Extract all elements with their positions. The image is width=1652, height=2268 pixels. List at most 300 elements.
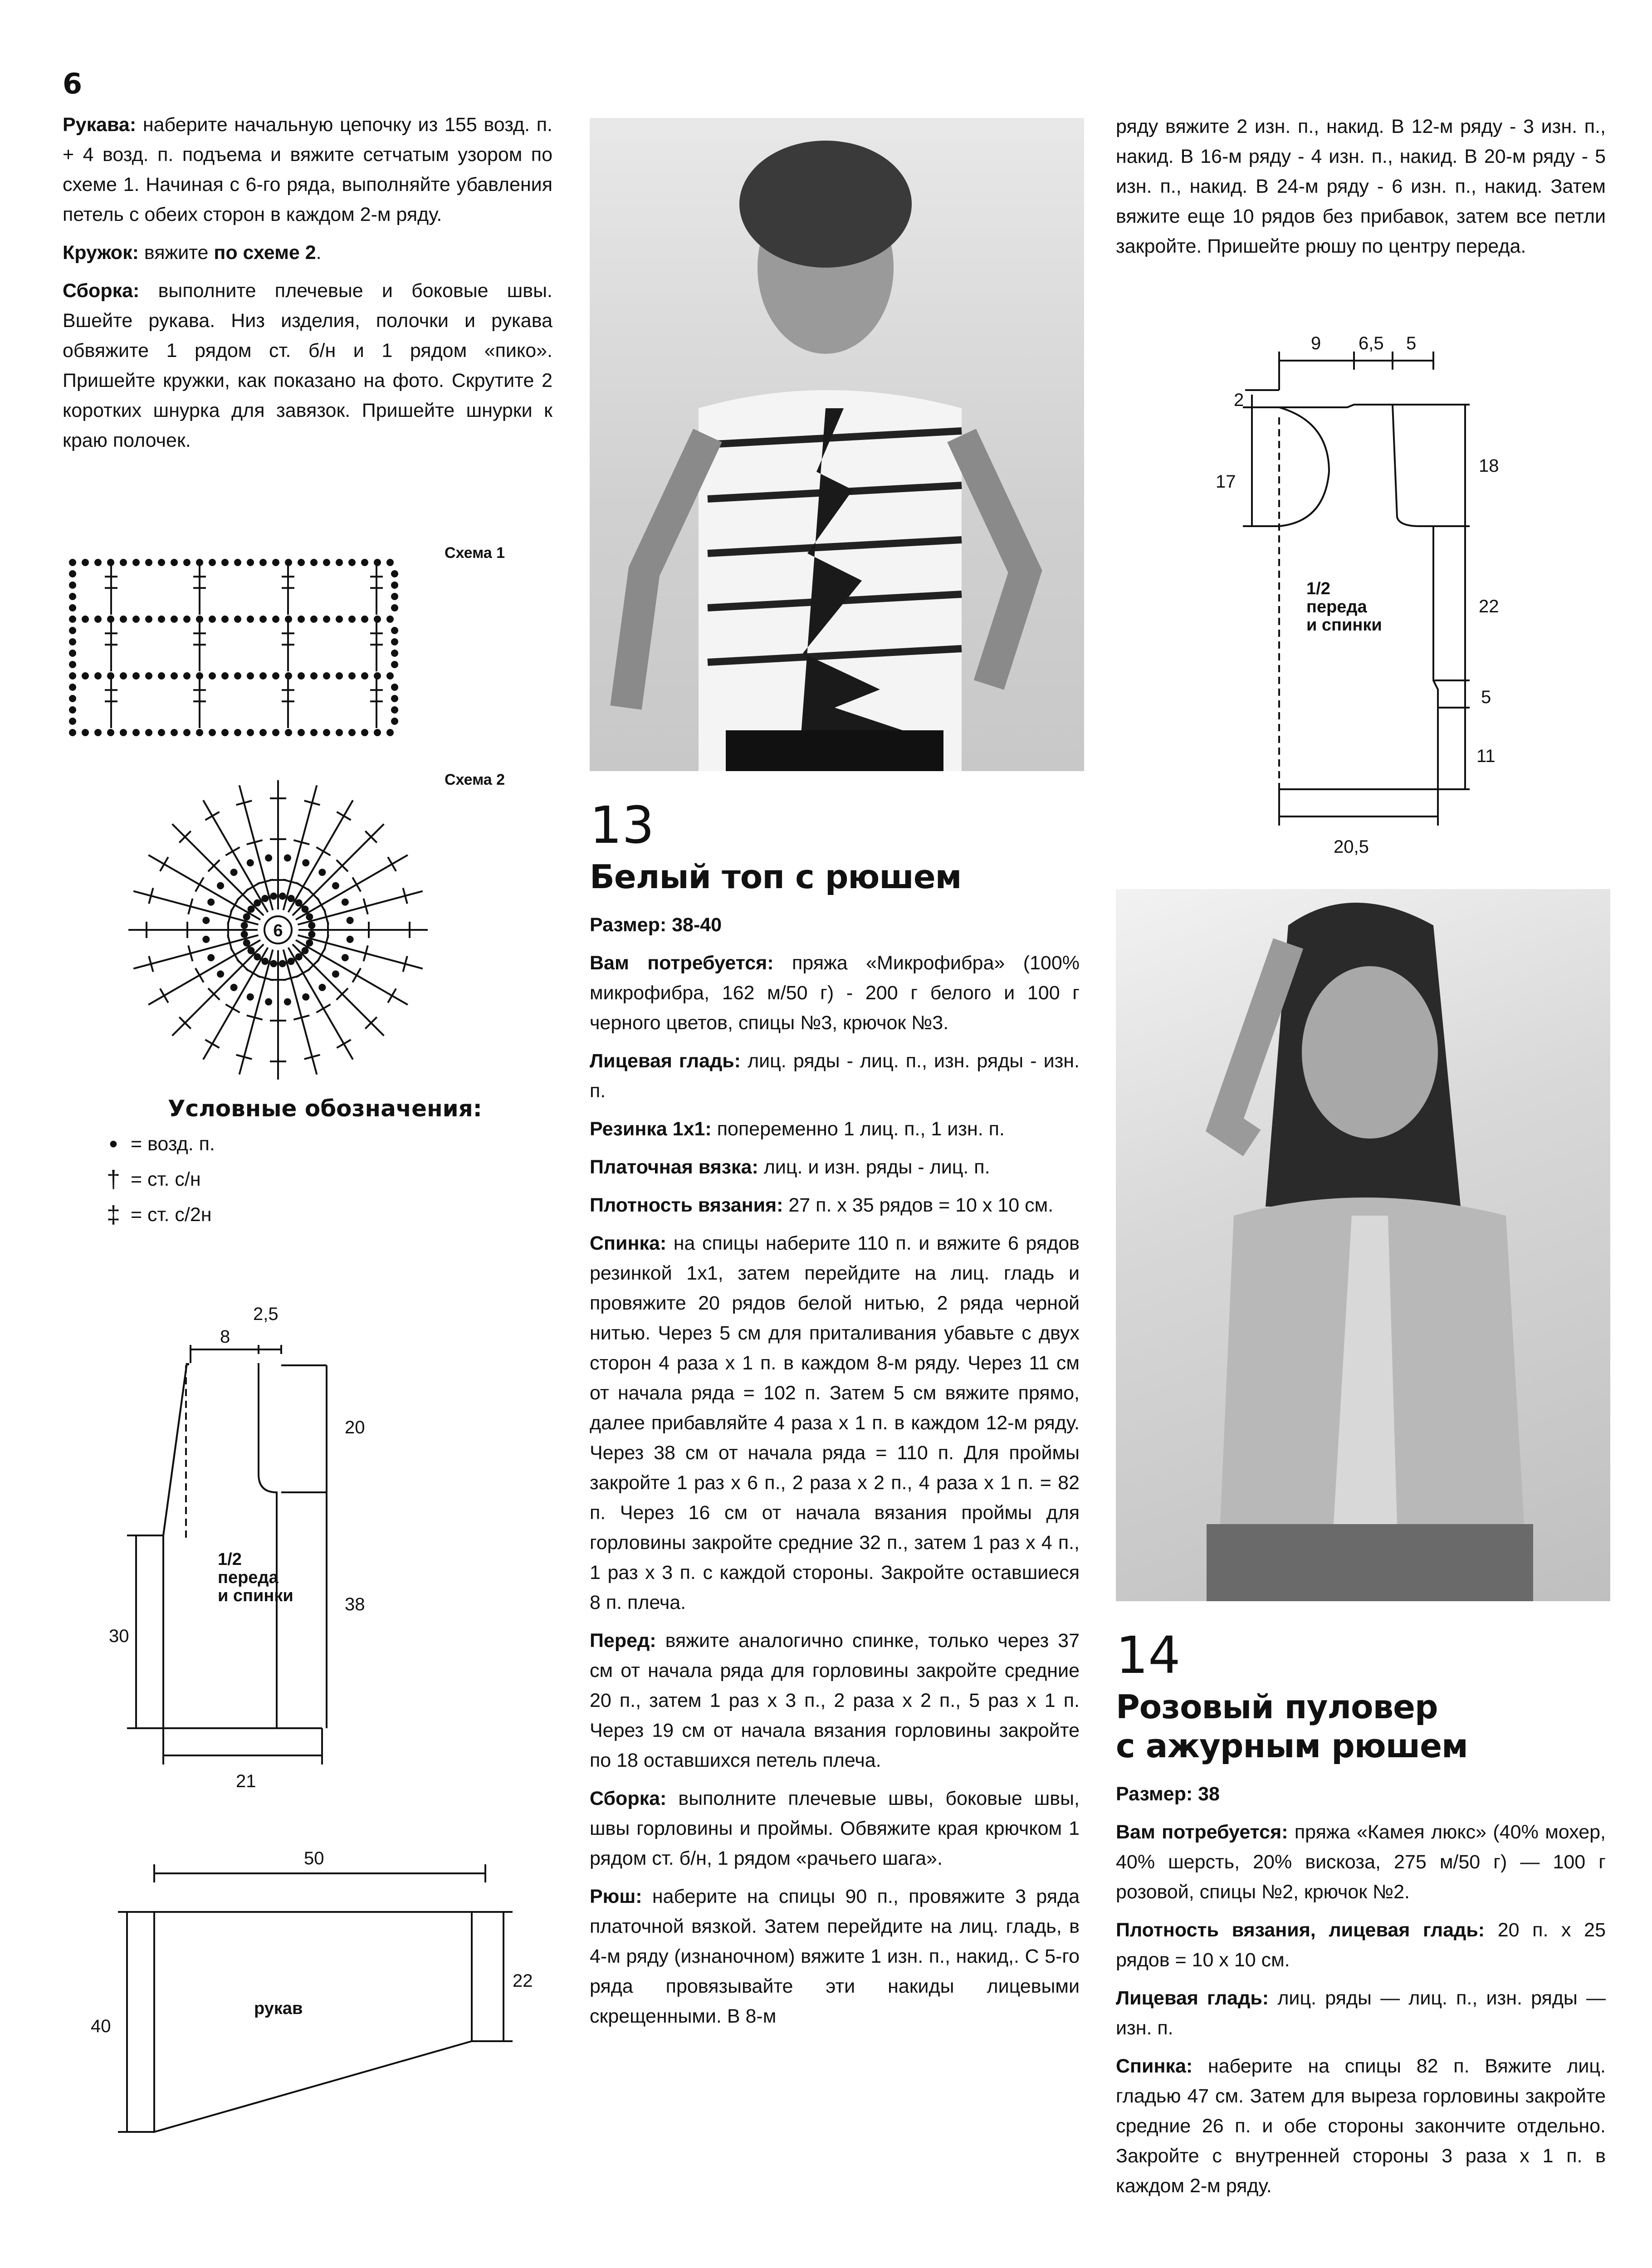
chain-dot: [311, 673, 317, 679]
chain-dot: [392, 594, 397, 599]
paragraph-label: Кружок:: [63, 242, 139, 264]
paragraph-text: 27 п. х 35 рядов = 10 х 10 см.: [783, 1194, 1054, 1216]
chain-dot: [70, 582, 75, 588]
motif-dot: [319, 870, 325, 875]
motif-dot: [203, 918, 209, 923]
motif-bar: [352, 877, 361, 891]
motif-dot: [303, 860, 308, 865]
motif-spoke: [293, 824, 384, 916]
chain-dot: [121, 730, 126, 735]
chain-dot: [375, 730, 380, 735]
paragraph-label: Сборка:: [590, 1788, 667, 1809]
single-crochet-icon: †: [106, 1166, 121, 1193]
right-label-3: и спинки: [1306, 616, 1382, 635]
chain-dot: [298, 616, 304, 622]
scheme-1-diagram: [64, 535, 544, 744]
paragraph: [590, 1114, 1080, 1144]
paragraph-label: Размер:: [1116, 1783, 1193, 1805]
motif-spoke: [172, 944, 264, 1036]
motif-spoke: [293, 944, 384, 1036]
motif-bar: [337, 1040, 351, 1048]
chain-dot: [70, 662, 75, 667]
chain-dot: [70, 707, 75, 713]
motif-center-number: 6: [273, 921, 283, 940]
paragraph-label: Лицевая гладь:: [590, 1050, 741, 1072]
chain-dot: [121, 616, 126, 622]
motif-dot: [333, 971, 338, 977]
dot-icon: •: [109, 1130, 118, 1158]
sleeve-dim-top: 50: [304, 1848, 324, 1868]
motif-bar: [388, 857, 396, 871]
paragraph: [1116, 2051, 1606, 2201]
chain-dot: [184, 730, 190, 735]
motif-dot: [218, 971, 223, 977]
paragraph-label: Размер:: [590, 914, 667, 936]
paragraph-label: Плотность вязания, лицевая гладь:: [1116, 1919, 1485, 1941]
motif-dot: [347, 937, 353, 942]
motif-dot: [266, 999, 271, 1005]
motif-dot: [218, 883, 223, 889]
motif-dot: [266, 855, 271, 860]
right-dim-2: 2: [1234, 390, 1244, 410]
paragraph: [63, 238, 552, 268]
chain-dot: [95, 560, 101, 565]
photo-illustration-2: [1116, 889, 1610, 1601]
motif-dot: [248, 994, 253, 1000]
item-14-title: [1116, 1687, 1606, 1765]
paragraph-text: вяжите аналогично спинке, только через 37 см от начала ряда для горловины закройте средние 20 п., затем 1 раз х 3 п., 2 раза х 2 п., 5 раз х 1 п. Через 19 см от начала вязания горловины закройте по 18 оставшихся петель плеча.: [590, 1630, 1080, 1771]
chain-dot: [392, 662, 397, 667]
chain-dot: [210, 730, 215, 735]
motif-dot: [296, 900, 302, 905]
motif-dot: [342, 899, 348, 905]
right-dim-17: 17: [1216, 472, 1236, 492]
chain-dot: [235, 560, 240, 565]
paragraph-text: вяжите: [138, 242, 214, 264]
legend-title: Условные обозначения:: [168, 1095, 482, 1122]
chain-dot: [70, 684, 75, 690]
item-14-title-line-2: с ажурным рюшем: [1116, 1727, 1468, 1765]
paragraph: [590, 1190, 1080, 1220]
chain-dot: [121, 673, 126, 679]
middle-text: [590, 910, 1080, 2031]
motif-bar: [316, 1004, 330, 1012]
chain-dot: [95, 673, 101, 679]
chain-dot: [392, 628, 397, 633]
paragraph-bold-tail: по схеме 2: [214, 242, 316, 264]
chain-dot: [260, 560, 266, 565]
motif-dot: [244, 940, 249, 946]
chain-dot: [159, 730, 164, 735]
motif-dot: [271, 894, 276, 899]
body-label-2: переда: [218, 1568, 279, 1587]
paragraph-label: Спинка:: [1116, 2055, 1193, 2077]
motif-dot: [309, 932, 314, 937]
right-dim-5: 5: [1481, 687, 1491, 707]
motif-dot: [242, 932, 247, 937]
right-text: [1116, 1779, 1606, 2201]
right-column-top: [1116, 112, 1606, 269]
motif-bar: [316, 847, 330, 855]
motif-dot: [262, 958, 268, 964]
item-13-title: Белый топ с рюшем: [590, 858, 962, 896]
chain-dot: [70, 639, 75, 645]
chain-dot: [392, 650, 397, 656]
chain-dot: [392, 707, 397, 713]
chain-dot: [235, 616, 240, 622]
motif-spoke: [172, 824, 264, 916]
chain-dot: [159, 673, 164, 679]
motif-dot: [244, 914, 249, 919]
chain-dot: [298, 560, 304, 565]
chain-dot: [260, 616, 266, 622]
motif-dot: [242, 923, 247, 928]
chain-dot: [324, 730, 329, 735]
right-column-bottom: [1116, 1628, 1606, 2209]
chain-dot: [392, 684, 397, 690]
chain-dot: [70, 560, 75, 565]
chain-dot: [362, 560, 367, 565]
chain-dot: [83, 616, 88, 622]
chain-dot: [70, 673, 75, 679]
chain-dot: [210, 616, 215, 622]
motif-dot: [285, 999, 290, 1005]
legend-text: = ст. с/2н: [131, 1204, 212, 1226]
paragraph-text: выполните плечевые швы, боковые швы, швы горловины и проймы. Обвяжите края крючком 1 рядом ст. б/н, 1 рядом «рачьего шага».: [590, 1788, 1080, 1869]
chain-dot: [70, 719, 75, 724]
chain-dot: [311, 616, 317, 622]
chain-dot: [133, 673, 139, 679]
paragraph-label: Лицевая гладь:: [1116, 1987, 1269, 2009]
right-pattern-diagram: [1197, 327, 1542, 871]
paragraph-text: лиц. ряды - лиц. п., изн. ряды - изн. п.: [590, 1050, 1080, 1102]
chain-dot: [70, 696, 75, 701]
legend-text: = возд. п.: [131, 1133, 215, 1155]
paragraph-text: на спицы наберите 110 п. и вяжите 6 рядов резинкой 1х1, затем перейдите на лиц. гладь и провяжите 20 рядов белой нитью, 2 ряда черной нитью. Через 5 см для приталивания убавьте с двух сторон 4 раза х 1 п. в каждом 8-м ряду. Через 11 см от начала ряда = 102 п. Затем 5 см вяжите прямо, далее прибавляйте 4 раза х 1 п. в каждом 12-м ряду. Через 38 см от начала ряда = 110 п. Для проймы закройте 1 раз х 6 п., 2 раза х 2 п., 4 раза х 1 п. = 82 п. Через 16 см от начала вязания проймы для горловины закройте средние 32 п., затем 1 раз х 4 п., 1 раз х 3 п. с каждой стороны. Закройте оставшиеся 8 п. плеча.: [590, 1232, 1080, 1613]
chain-dot: [171, 560, 177, 565]
chain-dot: [349, 730, 355, 735]
chain-dot: [298, 673, 304, 679]
motif-dot: [271, 961, 276, 966]
paragraph: [590, 1046, 1080, 1106]
motif-dot: [208, 955, 214, 960]
paragraph: [1116, 1779, 1606, 1809]
paragraph-label: Плотность вязания:: [590, 1194, 783, 1216]
paragraph-tail: .: [316, 242, 322, 264]
chain-dot: [146, 673, 152, 679]
motif-bar: [196, 968, 204, 982]
body-pattern-diagram: [109, 1270, 426, 1796]
chain-dot: [159, 616, 164, 622]
motif-dot: [248, 906, 254, 912]
chain-dot: [70, 605, 75, 611]
chain-dot: [222, 616, 228, 622]
chain-dot: [392, 639, 397, 645]
sleeve-dim-right: 22: [513, 1971, 533, 1991]
chain-dot: [146, 730, 152, 735]
chain-dot: [70, 650, 75, 656]
scheme-1-label: Схема 1: [445, 544, 505, 562]
chain-dot: [184, 616, 190, 622]
motif-dot: [254, 900, 260, 905]
motif-bar: [388, 988, 396, 1002]
chain-dot: [210, 560, 215, 565]
chain-dot: [387, 560, 393, 565]
continuation-text: ряду вяжите 2 изн. п., накид. В 12-м ряду - 3 изн. п., накид. В 16-м ряду - 4 изн. п., накид. В 20-м ряду - 5 изн. п., накид. В 24-м ряду - 6 изн. п., накид. Затем вяжите еще 10 рядов без прибавок, затем все петли закройте. Пришейте рюшу по центру переда.: [1116, 116, 1606, 257]
dim-top-a: 8: [220, 1327, 230, 1347]
chain-dot: [311, 560, 317, 565]
chain-dot: [133, 730, 139, 735]
chain-dot: [95, 616, 101, 622]
chain-dot: [70, 616, 75, 622]
chain-dot: [235, 673, 240, 679]
chain-dot: [286, 730, 291, 735]
chain-dot: [70, 594, 75, 599]
paragraph-text: 38-40: [666, 914, 722, 936]
chain-dot: [260, 673, 266, 679]
chain-dot: [349, 673, 355, 679]
motif-dot: [285, 855, 290, 860]
chain-dot: [95, 730, 101, 735]
motif-dot: [333, 883, 338, 889]
motif-bar: [352, 968, 361, 982]
chain-dot: [146, 560, 152, 565]
motif-dot: [231, 985, 237, 990]
chain-dot: [83, 560, 88, 565]
paragraph: [590, 1228, 1080, 1618]
chain-dot: [171, 673, 177, 679]
chain-dot: [392, 719, 397, 724]
motif-dot: [231, 870, 237, 875]
photo-illustration: [590, 118, 1084, 771]
chain-dot: [222, 560, 228, 565]
chain-dot: [184, 673, 190, 679]
sleeve-dim-left: 40: [91, 2016, 111, 2036]
motif-dot: [303, 994, 308, 1000]
motif-dot: [342, 955, 348, 960]
scheme-2-label: Схема 2: [445, 771, 505, 788]
chain-dot: [387, 616, 393, 622]
legend-item: [104, 1162, 544, 1197]
motif-dot: [203, 937, 209, 942]
chain-dot: [362, 673, 367, 679]
chain-dot: [298, 730, 304, 735]
chain-dot: [83, 673, 88, 679]
chain-dot: [387, 673, 393, 679]
dim-left: 30: [109, 1626, 129, 1646]
right-dim-bottom: 20,5: [1334, 837, 1369, 857]
motif-bar: [196, 877, 204, 891]
motif-dot: [309, 923, 314, 928]
motif-dot: [303, 948, 308, 953]
left-column: [63, 68, 552, 464]
chain-dot: [392, 605, 397, 611]
chain-dot: [222, 673, 228, 679]
item-13-number: 13: [590, 796, 655, 855]
paragraph-text: попеременно 1 лиц. п., 1 изн. п.: [711, 1118, 1005, 1140]
chain-dot: [324, 560, 329, 565]
paragraph-text: выполните плечевые и боковые швы. Вшейте рукава. Низ изделия, полочки и рукава обвяжите 1 рядом ст. б/н и 1 рядом «пико». Пришейте кружки, как показано на фото. Скрутите 2 коротких шнурка для завязок. Пришейте шнурки к краю полочек.: [63, 280, 552, 451]
chain-dot: [337, 616, 342, 622]
chain-dot: [392, 696, 397, 701]
dim-bottom: 21: [236, 1771, 256, 1791]
paragraph: [63, 110, 552, 230]
paragraph: [590, 1784, 1080, 1873]
paragraph-label: Спинка:: [590, 1232, 667, 1254]
right-dim-a: 9: [1311, 333, 1321, 353]
chain-dot: [362, 616, 367, 622]
motif-bar: [337, 812, 351, 820]
paragraph: [590, 1626, 1080, 1775]
paragraph-label: Вам потребуется:: [1116, 1821, 1288, 1843]
chain-dot: [392, 571, 397, 577]
double-crochet-icon: ‡: [106, 1201, 121, 1228]
motif-dot: [262, 896, 268, 901]
chain-dot: [337, 560, 342, 565]
page-number: 6: [63, 67, 83, 100]
paragraph-label: Сборка:: [63, 280, 140, 302]
sleeve-label: рукав: [254, 1999, 303, 2018]
chain-dot: [146, 616, 152, 622]
dim-armhole: 20: [345, 1418, 365, 1437]
paragraph-text: 38: [1193, 1783, 1220, 1805]
left-text: [63, 110, 552, 455]
motif-dot: [303, 906, 308, 912]
motif-bar: [205, 1040, 219, 1048]
chain-dot: [260, 730, 266, 735]
paragraph-text: наберите на спицы 82 п. Вяжите лиц. гладью 47 см. Затем для выреза горловины закройте средние 26 п. и обе стороны закончите отдельно. Закройте с внутренней стороны 3 раза х 1 п. в каждом 2-м ряду.: [1116, 2055, 1606, 2197]
chain-dot: [273, 673, 279, 679]
paragraph-label: Вам потребуется:: [590, 952, 774, 974]
motif-dot: [288, 958, 294, 964]
body-label-1: 1/2: [218, 1550, 242, 1569]
chain-dot: [273, 730, 279, 735]
chain-dot: [121, 560, 126, 565]
paragraph-label: Рукава:: [63, 114, 137, 136]
chain-dot: [184, 560, 190, 565]
legend-item: [104, 1197, 544, 1232]
paragraph-text: пряжа «Микрофибра» (100% микрофибра, 162 м/50 г) - 200 г белого и 100 г черного цветов, спицы №3, крючок №3.: [590, 952, 1080, 1034]
right-label-2: переда: [1306, 597, 1367, 616]
motif-bar: [160, 988, 168, 1002]
legend-item: [104, 1126, 544, 1162]
dim-side: 38: [345, 1594, 365, 1614]
paragraph: [590, 948, 1080, 1038]
paragraph: [1116, 1983, 1606, 2043]
chain-dot: [171, 616, 177, 622]
chain-dot: [248, 730, 253, 735]
motif-dot: [347, 918, 353, 923]
chain-dot: [70, 571, 75, 577]
chain-dot: [273, 616, 279, 622]
right-dim-18: 18: [1479, 456, 1499, 476]
paragraph-text: лиц. и изн. ряды - лиц. п.: [758, 1156, 990, 1178]
sleeve-pattern-diagram: [77, 1833, 567, 2159]
item-14-title-line-1: Розовый пуловер: [1116, 1688, 1438, 1726]
paragraph-label: Перед:: [590, 1630, 656, 1652]
photo-pink-pullover: [1116, 889, 1610, 1601]
paragraph-text: наберите начальную цепочку из 155 возд. п. + 4 возд. п. подъема и вяжите сетчатым узором по схеме 1. Начиная с 6-го ряда, выполняйте убавления петель с обеих сторон в каждом 2-м ряду.: [63, 114, 552, 225]
paragraph-text: лиц. ряды — лиц. п., изн. ряды — изн. п.: [1116, 1987, 1606, 2039]
paragraph-text: наберите на спицы 90 п., провяжите 3 ряда платочной вязкой. Затем перейдите на лиц. гладь, в 4-м ряду (изнаночном) вяжите 1 изн. п., накид,. С 5-го ряда провязывайте эти накиды лицевыми скрещенными. В 8-м: [590, 1886, 1080, 2027]
chain-dot: [392, 582, 397, 588]
right-dim-22: 22: [1479, 596, 1499, 616]
paragraph: [590, 1152, 1080, 1182]
chain-dot: [387, 730, 393, 735]
chain-dot: [222, 730, 228, 735]
paragraph: [63, 276, 552, 455]
motif-dot: [319, 985, 325, 990]
paragraph: [1116, 1817, 1606, 1907]
motif-dot: [307, 940, 312, 946]
chain-dot: [311, 730, 317, 735]
chain-dot: [83, 730, 88, 735]
paragraph-label: Платочная вязка:: [590, 1156, 758, 1178]
chain-dot: [133, 560, 139, 565]
paragraph-label: Рюш:: [590, 1886, 642, 1907]
paragraph-label: Резинка 1х1:: [590, 1118, 712, 1140]
motif-dot: [288, 896, 294, 901]
chain-dot: [273, 560, 279, 565]
chain-dot: [235, 730, 240, 735]
item-14-number: 14: [1116, 1626, 1181, 1685]
chain-dot: [210, 673, 215, 679]
paragraph: [590, 910, 1080, 940]
chain-dot: [70, 730, 75, 735]
chain-dot: [349, 616, 355, 622]
photo-white-top: [590, 118, 1084, 771]
legend-text: = ст. с/н: [131, 1168, 201, 1190]
chain-dot: [248, 560, 253, 565]
motif-dot: [296, 954, 302, 960]
chain-dot: [337, 730, 342, 735]
body-label-3: и спинки: [218, 1586, 293, 1605]
legend: [0, 1095, 544, 1232]
paragraph-text: 20 п. х 25 рядов = 10 х 10 см.: [1116, 1919, 1606, 1971]
chain-dot: [197, 730, 202, 735]
motif-dot: [208, 899, 214, 905]
chain-dot: [362, 730, 367, 735]
motif-bar: [225, 847, 239, 855]
chain-dot: [248, 673, 253, 679]
chain-dot: [70, 628, 75, 633]
paragraph: [590, 1882, 1080, 2031]
motif-dot: [248, 860, 253, 865]
paragraph: [1116, 1915, 1606, 1975]
middle-column: [590, 798, 1080, 2039]
right-dim-b: 6,5: [1359, 333, 1384, 353]
motif-dot: [307, 914, 312, 919]
chain-dot: [171, 730, 177, 735]
paragraph-text: пряжа «Камея люкс» (40% мохер, 40% шерсть, 20% вискоза, 275 м/50 г) — 100 г розовой, спицы №2, крючок №2.: [1116, 1821, 1606, 1903]
right-label-1: 1/2: [1306, 579, 1330, 598]
right-dim-c: 5: [1406, 333, 1417, 353]
chain-dot: [248, 616, 253, 622]
motif-dot: [280, 961, 285, 966]
chain-dot: [324, 616, 329, 622]
chain-dot: [133, 616, 139, 622]
scheme-2-diagram: [64, 767, 544, 1093]
chain-dot: [108, 730, 113, 735]
motif-dot: [254, 954, 260, 960]
motif-bar: [205, 812, 219, 820]
motif-dot: [280, 894, 285, 899]
chain-dot: [349, 560, 355, 565]
chain-dot: [324, 673, 329, 679]
motif-dot: [248, 948, 254, 953]
chain-dot: [337, 673, 342, 679]
motif-bar: [225, 1004, 239, 1012]
